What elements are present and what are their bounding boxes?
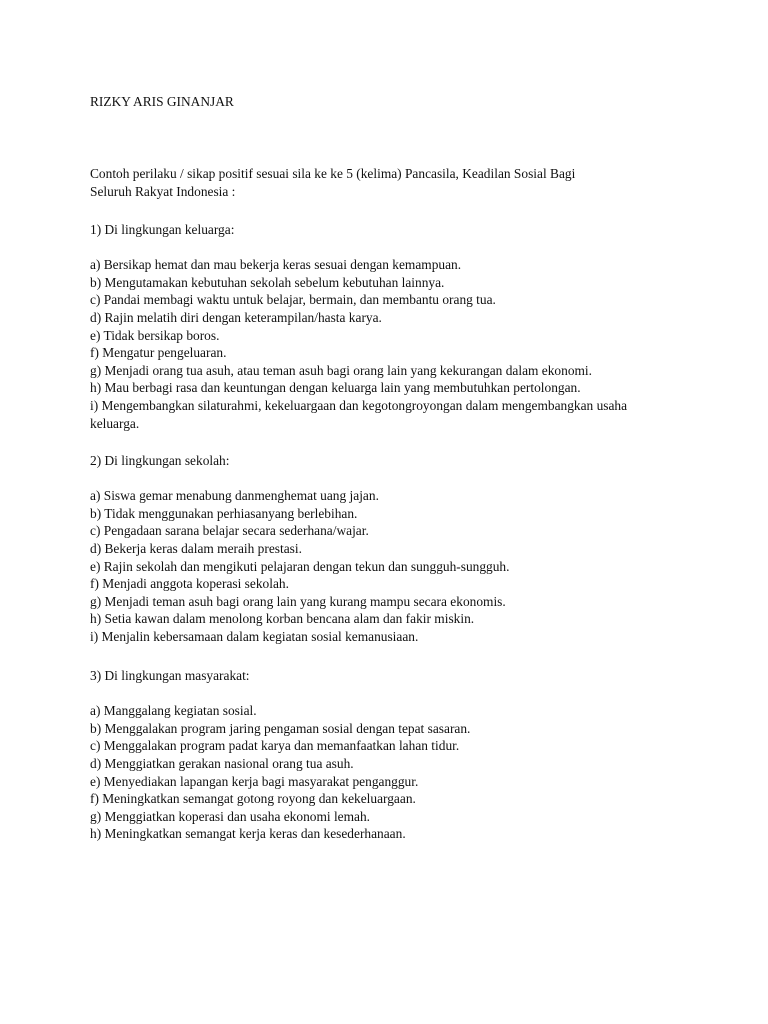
list-item: i) Menjalin kebersamaan dalam kegiatan sosial kemanusiaan. xyxy=(90,628,419,644)
list-item: e) Tidak bersikap boros. xyxy=(90,327,220,343)
section-school xyxy=(90,452,710,646)
intro-line: Seluruh Rakyat Indonesia : xyxy=(90,183,236,199)
list-item: d) Menggiatkan gerakan nasional orang tua asuh. xyxy=(90,755,354,771)
list-item: i) Mengembangkan silaturahmi, kekeluargaan dan kegotongroyongan dalam mengembangkan usaha keluarga. xyxy=(90,397,628,431)
list-item: e) Menyediakan lapangan kerja bagi masyarakat penganggur. xyxy=(90,773,419,789)
list-item: g) Menjadi orang tua asuh, atau teman asuh bagi orang lain yang kekurangan dalam ekonomi. xyxy=(90,362,592,378)
list-item: d) Rajin melatih diri dengan keterampilan/hasta karya. xyxy=(90,309,382,325)
list-item: a) Siswa gemar menabung danmenghemat uang jajan. xyxy=(90,488,379,504)
list-item: e) Rajin sekolah dan mengikuti pelajaran dengan tekun dan sungguh-sungguh. xyxy=(90,558,510,574)
list-item: c) Pengadaan sarana belajar secara sederhana/wajar. xyxy=(90,523,369,539)
list-item: d) Bekerja keras dalam meraih prestasi. xyxy=(90,540,302,556)
author-name: RIZKY ARIS GINANJAR xyxy=(90,94,234,109)
list-item: b) Menggalakan program jaring pengaman sosial dengan tepat sasaran. xyxy=(90,720,471,736)
item-list xyxy=(90,702,710,843)
section-heading: 2) Di lingkungan sekolah: xyxy=(90,453,230,468)
list-item: c) Menggalakan program padat karya dan memanfaatkan lahan tidur. xyxy=(90,738,460,754)
list-item: h) Meningkatkan semangat kerja keras dan kesederhanaan. xyxy=(90,826,406,842)
intro-line: Contoh perilaku / sikap positif sesuai sila ke ke 5 (kelima) Pancasila, Keadilan Sosial Bagi xyxy=(90,166,576,181)
section-family xyxy=(90,221,710,432)
item-list xyxy=(90,256,710,432)
list-item: g) Menggiatkan koperasi dan usaha ekonomi lemah. xyxy=(90,808,371,824)
intro-paragraph xyxy=(90,165,690,200)
section-heading: 3) Di lingkungan masyarakat: xyxy=(90,668,250,683)
list-item: c) Pandai membagi waktu untuk belajar, bermain, dan membantu orang tua. xyxy=(90,292,496,308)
list-item: f) Meningkatkan semangat gotong royong dan kekeluargaan. xyxy=(90,791,416,807)
list-item: h) Setia kawan dalam menolong korban bencana alam dan fakir miskin. xyxy=(90,611,475,627)
list-item: a) Manggalang kegiatan sosial. xyxy=(90,703,257,719)
item-list xyxy=(90,487,710,645)
list-item: f) Mengatur pengeluaran. xyxy=(90,345,227,361)
list-item: b) Mengutamakan kebutuhan sekolah sebelum kebutuhan lainnya. xyxy=(90,274,445,290)
list-item: g) Menjadi teman asuh bagi orang lain yang kurang mampu secara ekonomis. xyxy=(90,593,506,609)
list-item: f) Menjadi anggota koperasi sekolah. xyxy=(90,576,289,592)
list-item: h) Mau berbagi rasa dan keuntungan dengan keluarga lain yang membutuhkan pertolongan. xyxy=(90,380,581,396)
section-heading: 1) Di lingkungan keluarga: xyxy=(90,222,235,237)
section-community xyxy=(90,667,710,843)
list-item: b) Tidak menggunakan perhiasanyang berlebihan. xyxy=(90,505,358,521)
list-item: a) Bersikap hemat dan mau bekerja keras sesuai dengan kemampuan. xyxy=(90,257,462,273)
